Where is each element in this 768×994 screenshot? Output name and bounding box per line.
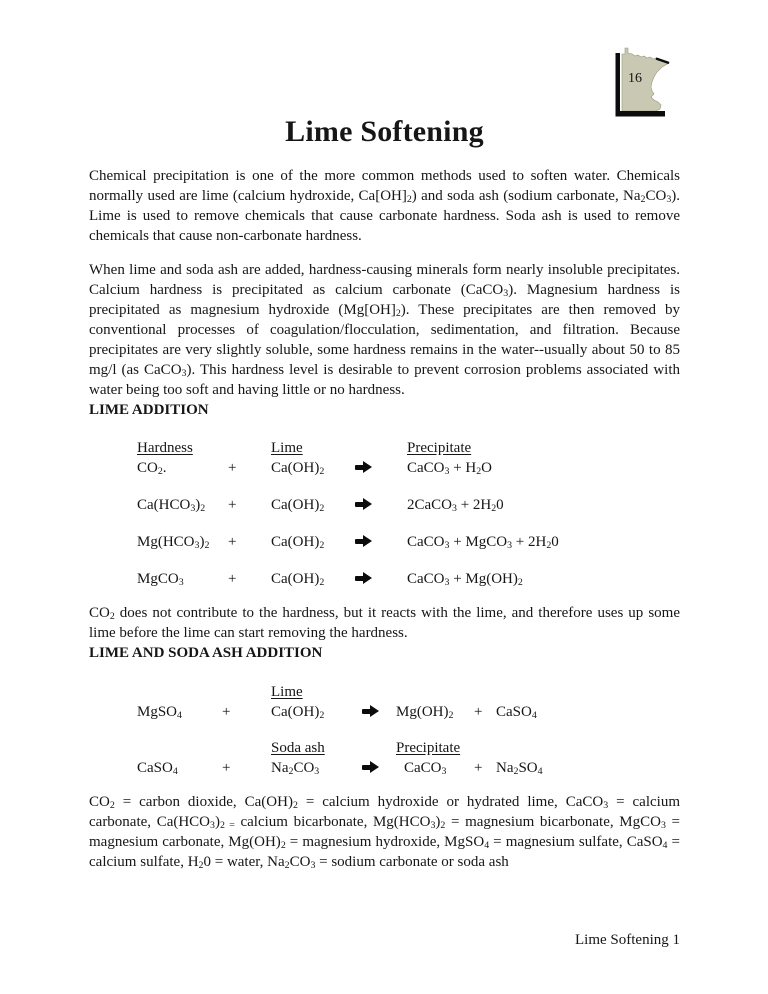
lime-formula: $Ca(OH)_2$ — [271, 497, 325, 515]
intro-paragraph-2: When lime and soda ash are added, hardness-causing minerals form nearly insoluble precipitates. Calcium hardness is precipitated as calcium carbonate (CaCO$_3$). Magnesium hardness is precipitated as magnesium hydroxide $(Mg[OH]_2)$. These precipitates are then removed by conventional processes of coagulation/flocculation, sedimentation, and filtration. Because precipitates are very slightly soluble, some hardness remains in the water--usually about 50 to 85 mg/l (as CaCO$_3$). This hardness level is desirable to prevent corrosion problems associated with water being too soft and having little or no hardness. — [89, 262, 681, 398]
equation1-label-row — [137, 682, 680, 702]
plus-sign: + — [222, 760, 231, 776]
equation1-row — [137, 702, 680, 722]
plus-sign: + — [228, 460, 237, 476]
lime-formula: $Ca(OH)_2$ — [271, 534, 325, 552]
hardness-formula: $Ca(HCO_3)_2$ — [137, 497, 206, 515]
precipitate-label: Precipitate — [396, 740, 461, 756]
arrow-right-icon — [355, 498, 372, 510]
product-formula: CaSO$_4$ — [496, 704, 537, 722]
precipitate-formula: CaCO$_3$ + $H_2O$ — [407, 460, 493, 478]
definitions-paragraph: $CO_2$ = carbon dioxide, $Ca(OH)_2$ = calcium hydroxide or hydrated lime, CaCO$_3$ = calcium carbonate, $Ca(HCO_3)_{2 =}$ calcium bicarbonate, $Mg(HCO_3)_2$ = magnesium bicarbonate, MgCO$_3$ = magnesium carbonate, $Mg(OH)_2$ = magnesium hydroxide, MgSO$_4$ = magnesium sulfate, CaSO$_4$ = calcium sulfate, $H_20$ = water, $Na_2CO_3$ = sodium carbonate or soda ash — [89, 794, 681, 872]
reagent-formula: $Ca(OH)_2$ — [271, 704, 325, 722]
plus-sign: + — [228, 534, 237, 550]
product-formula: $Na_2SO_4$ — [496, 760, 543, 778]
lime-formula: $Ca(OH)_2$ — [271, 460, 325, 478]
precipitate-formula: CaCO$_3$ + MgCO$_3$ + $2H_20$ — [407, 534, 559, 552]
hardness-formula: MgCO$_3$ — [137, 571, 184, 589]
precipitate-formula: CaCO$_3$ + $Mg(OH)_2$ — [407, 571, 523, 589]
table-row — [137, 495, 680, 515]
reactant-formula: MgSO$_4$ — [137, 704, 182, 722]
table-header-row — [137, 438, 680, 458]
page-content — [89, 0, 680, 872]
hardness-formula: $CO_2$. — [137, 460, 167, 478]
co2-note-paragraph: $CO_2$ does not contribute to the hardness, but it reacts with the lime, and therefore uses up some lime before the lime can start removing the hardness. — [89, 605, 680, 641]
page-title: Lime Softening — [285, 115, 484, 148]
hardness-formula: $Mg(HCO_3)_2$ — [137, 534, 210, 552]
reagent-formula: $Na_2CO_3$ — [271, 760, 320, 778]
intro-paragraph-1: Chemical precipitation is one of the more common methods used to soften water. Chemicals normally used are lime (calcium hydroxide, $Ca[OH]_2$) and soda ash (sodium carbonate, $Na_2CO_3$). Lime is used to remove chemicals that cause carbonate hardness. Soda ash is used to remove chemicals that cause non-carbonate hardness. — [89, 168, 680, 244]
plus-sign: + — [228, 571, 237, 587]
lime-soda-ash-heading: LIME AND SODA ASH ADDITION — [89, 645, 323, 661]
arrow-right-icon — [355, 535, 372, 547]
table-row — [137, 532, 680, 552]
plus-sign: + — [222, 704, 231, 720]
lime-soda-ash-table — [89, 682, 680, 778]
plus-sign: + — [474, 760, 483, 776]
product-formula: $Mg(OH)_2$ — [396, 704, 454, 722]
page-footer: Lime Softening 1 — [575, 932, 680, 948]
table-row — [137, 569, 680, 589]
arrow-right-icon — [362, 761, 379, 773]
arrow-right-icon — [362, 705, 379, 717]
arrow-right-icon — [355, 572, 372, 584]
plus-sign: + — [474, 704, 483, 720]
product-formula: CaCO$_3$ — [404, 760, 447, 778]
equation2-label-row — [137, 738, 680, 758]
soda-ash-label: Soda ash — [271, 740, 325, 756]
lime-addition-table — [89, 438, 680, 589]
equation2-row — [137, 758, 680, 778]
arrow-right-icon — [355, 461, 372, 473]
badge-number: 16 — [628, 71, 642, 86]
lime-label: Lime — [271, 684, 303, 700]
reactant-formula: CaSO$_4$ — [137, 760, 178, 778]
precipitate-formula: 2CaCO$_3$ + $2H_20$ — [407, 497, 504, 515]
table-row — [137, 458, 680, 478]
col-header-lime: Lime — [271, 440, 303, 456]
col-header-hardness: Hardness — [137, 440, 193, 456]
lime-addition-heading: LIME ADDITION — [89, 402, 209, 418]
lime-formula: $Ca(OH)_2$ — [271, 571, 325, 589]
plus-sign: + — [228, 497, 237, 513]
col-header-precipitate: Precipitate — [407, 440, 472, 456]
